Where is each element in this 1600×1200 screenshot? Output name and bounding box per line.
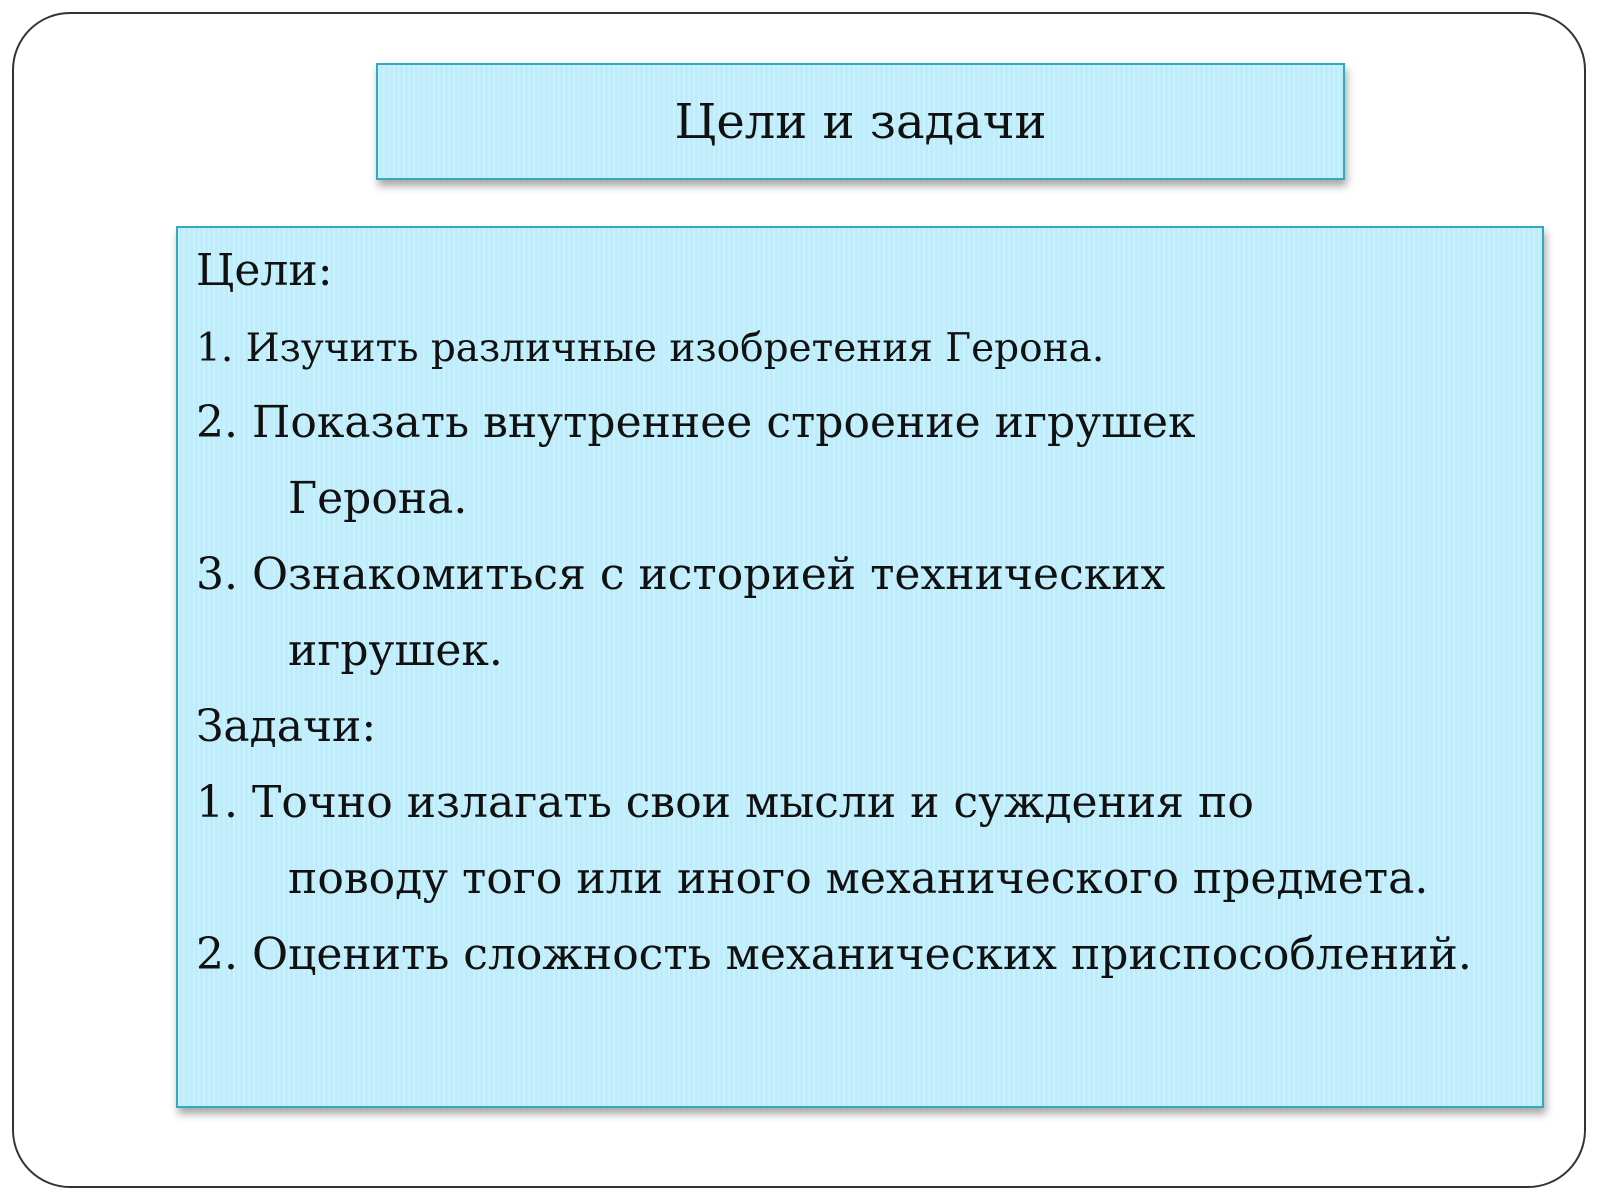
content-box [176, 226, 1544, 1108]
title-box [376, 63, 1345, 180]
goal-item-2: 2. Показать внутреннее строение игрушек [196, 397, 1196, 448]
slide [12, 12, 1586, 1188]
goal-item-3-continuation: игрушек. [288, 625, 503, 676]
goals-heading: Цели: [196, 245, 333, 296]
task-item-1-continuation: поводу того или иного механического предмета. [288, 853, 1429, 904]
task-item-2: 2. Оценить сложность механических приспособлений. [196, 929, 1472, 980]
task-item-1: 1. Точно излагать свои мысли и суждения по [196, 777, 1254, 828]
goal-item-1: 1. Изучить различные изобретения Герона. [196, 326, 1105, 371]
slide-title: Цели и задачи [674, 93, 1047, 150]
tasks-heading: Задачи: [196, 701, 377, 752]
goal-item-3: 3. Ознакомиться с историей технических [196, 549, 1166, 600]
goal-item-2-continuation: Герона. [288, 473, 468, 524]
